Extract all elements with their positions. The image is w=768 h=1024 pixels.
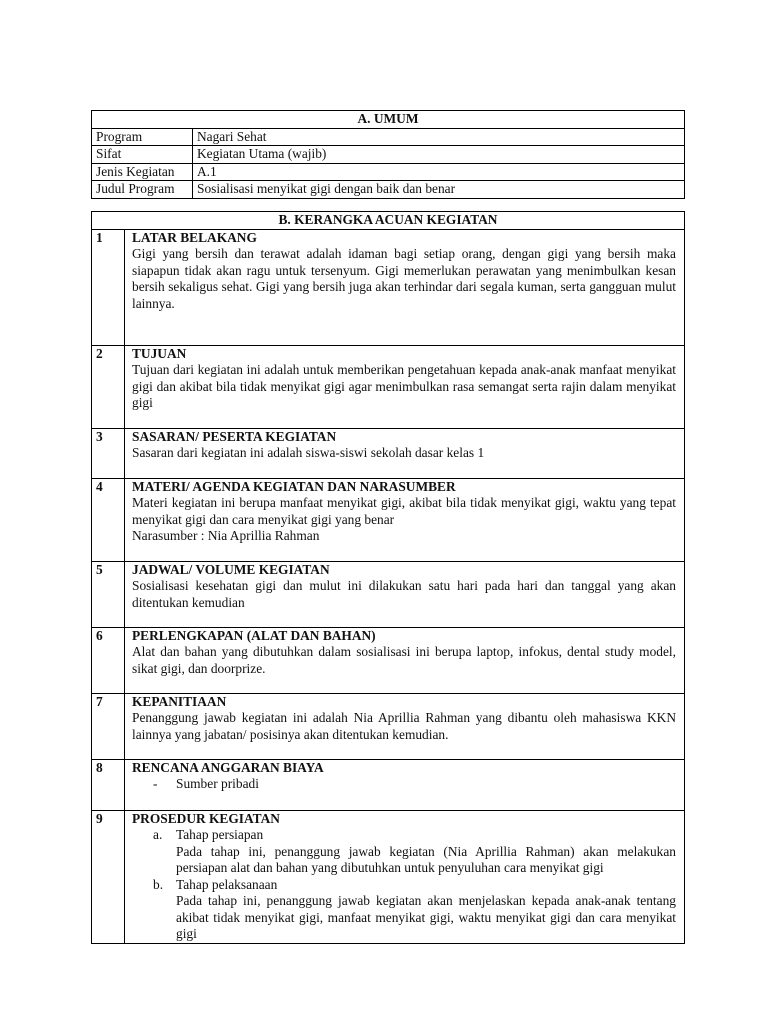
item-title: PROSEDUR KEGIATAN	[132, 810, 280, 826]
item-title: PERLENGKAPAN (ALAT DAN BAHAN)	[132, 627, 376, 643]
item-content-kepanitiaan	[125, 693, 685, 759]
budget-list	[153, 776, 676, 793]
item-title: JADWAL/ VOLUME KEGIATAN	[132, 561, 330, 577]
item-content-perlengkapan	[125, 627, 685, 693]
table-row	[92, 428, 685, 478]
step-title: Tahap persiapan	[176, 827, 264, 842]
item-content-sasaran	[125, 428, 685, 478]
table-row	[92, 128, 685, 146]
item-content-prosedur	[125, 810, 685, 943]
table-row	[92, 561, 685, 627]
field-label-jenis-kegiatan: Jenis Kegiatan	[92, 163, 193, 181]
item-body: Alat dan bahan yang dibutuhkan dalam sosialisasi ini berupa laptop, infokus, dental study model, sikat gigi, dan doorprize.	[132, 644, 676, 676]
field-label-program: Program	[92, 128, 193, 146]
item-title: RENCANA ANGGARAN BIAYA	[132, 759, 324, 775]
item-body: Tujuan dari kegiatan ini adalah untuk memberikan pengetahuan kepada anak-anak manfaat menyikat gigi dan akibat bila tidak menyikat gigi agar menimbulkan rasa semangat serta rajin dalam menyikat gigi	[132, 362, 676, 410]
item-title: KEPANITIAAN	[132, 693, 227, 709]
list-item	[153, 877, 676, 894]
field-label-judul-program: Judul Program	[92, 181, 193, 199]
table-row	[92, 693, 685, 759]
step-marker: a.	[153, 827, 163, 842]
item-content-jadwal	[125, 561, 685, 627]
table-row	[92, 229, 685, 345]
item-title: SASARAN/ PESERTA KEGIATAN	[132, 428, 337, 444]
item-number: 5	[92, 561, 125, 627]
list-item-text: Sumber pribadi	[176, 776, 259, 791]
item-content-anggaran	[125, 759, 685, 810]
step-description: Pada tahap ini, penanggung jawab kegiatan (Nia Aprillia Rahman) akan melakukan persiapan alat dan bahan yang dibutuhkan untuk penyuluhan cara menyikat gigi	[176, 843, 676, 875]
general-info-table	[91, 110, 685, 199]
table-row	[92, 627, 685, 693]
table-row	[92, 810, 685, 943]
item-number: 2	[92, 345, 125, 428]
table-row	[92, 181, 685, 199]
procedure-steps	[153, 827, 676, 943]
field-value-program: Nagari Sehat	[193, 128, 685, 146]
list-item	[153, 776, 676, 793]
item-number: 7	[92, 693, 125, 759]
item-number: 9	[92, 810, 125, 943]
item-body: Gigi yang bersih dan terawat adalah idaman bagi setiap orang, dengan gigi yang bersih maka siapapun tidak akan ragu untuk tersenyum. Gigi memerlukan perawatan yang menimbulkan kesan bersih sekaligus sehat. Gigi yang bersih juga akan terhindar dari segala kuman, serta gangguan mulut lainnya.	[132, 246, 676, 311]
table-row	[92, 163, 685, 181]
item-body: Materi kegiatan ini berupa manfaat menyikat gigi, akibat bila tidak menyikat gigi, waktu yang tepat menyikat gigi dan cara menyikat gigi yang benar	[132, 495, 676, 527]
field-value-judul-program: Sosialisasi menyikat gigi dengan baik dan benar	[193, 181, 685, 199]
field-label-sifat: Sifat	[92, 146, 193, 164]
step-title: Tahap pelaksanaan	[176, 876, 278, 892]
item-number: 3	[92, 428, 125, 478]
item-title: MATERI/ AGENDA KEGIATAN DAN NARASUMBER	[132, 478, 456, 494]
step-description: Pada tahap ini, penanggung jawab kegiatan akan menjelaskan kepada anak-anak tentang akibat tidak menyikat gigi, manfaat menyikat gigi, waktu menyikat gigi dan cara menyikat gigi	[176, 893, 676, 941]
table-row	[92, 345, 685, 428]
section-a-heading: A. UMUM	[92, 111, 685, 129]
field-value-sifat: Kegiatan Utama (wajib)	[193, 146, 685, 164]
item-body: Penanggung jawab kegiatan ini adalah Nia Aprillia Rahman yang dibantu oleh mahasiswa KKN lainnya yang jabatan/ posisinya akan ditentukan kemudian.	[132, 710, 676, 742]
item-number: 6	[92, 627, 125, 693]
table-row	[92, 146, 685, 164]
item-content-tujuan	[125, 345, 685, 428]
table-row	[92, 759, 685, 810]
general-info-header-row	[92, 111, 685, 129]
item-body: Sosialisasi kesehatan gigi dan mulut ini dilakukan satu hari pada hari dan tanggal yang akan ditentukan kemudian	[132, 578, 676, 610]
item-number: 1	[92, 229, 125, 345]
item-content-latar-belakang	[125, 229, 685, 345]
field-value-jenis-kegiatan: A.1	[193, 163, 685, 181]
terms-of-reference-table	[91, 211, 685, 944]
item-number: 4	[92, 478, 125, 561]
step-marker: b.	[153, 876, 164, 892]
item-body: Sasaran dari kegiatan ini adalah siswa-siswi sekolah dasar kelas 1	[132, 445, 485, 460]
list-item	[153, 827, 676, 844]
item-number: 8	[92, 759, 125, 810]
item-speaker: Narasumber : Nia Aprillia Rahman	[132, 528, 320, 543]
item-title: TUJUAN	[132, 345, 187, 361]
item-content-materi	[125, 478, 685, 561]
terms-of-reference-header-row	[92, 212, 685, 230]
section-b-heading: B. KERANGKA ACUAN KEGIATAN	[92, 212, 685, 230]
list-bullet: -	[153, 776, 158, 791]
item-title: LATAR BELAKANG	[132, 229, 257, 245]
table-row	[92, 478, 685, 561]
